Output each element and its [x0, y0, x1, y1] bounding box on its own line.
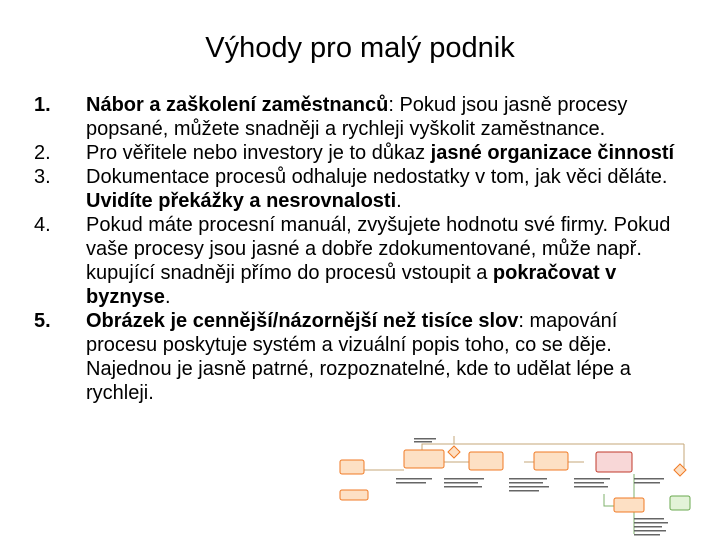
item-text	[86, 141, 694, 165]
list-item	[34, 213, 694, 309]
decision-node	[448, 446, 460, 458]
item-text-segment: Obrázek je cennější/názornější než tisíce slov	[86, 310, 519, 332]
process-step-node	[340, 490, 368, 500]
list-item	[34, 93, 694, 141]
item-text	[86, 309, 694, 405]
item-number: 1.	[34, 94, 51, 116]
item-text-segment: Nábor a zaškolení zaměstnanců	[86, 94, 389, 116]
item-text-segment: : mapování procesu poskytuje systém a vizuální popis toho, co se děje. Najednou je jasně patrné, rozpoznatelné, kde to udělat lépe a rychleji.	[86, 310, 631, 404]
item-number: 3.	[34, 166, 51, 188]
item-text-segment: Pokud máte procesní manuál, zvyšujete hodnotu své firmy. Pokud vaše procesy jsou jasné a dobře zdokumentované, může např. kupující snadněji přímo do procesů vstoupit a	[86, 214, 671, 284]
process-step-node	[534, 452, 568, 470]
slide-title: Výhody pro malý podnik	[205, 32, 515, 64]
process-step-node	[404, 450, 444, 468]
item-text-segment: pokračovat v byznyse	[86, 262, 617, 308]
benefits-list	[34, 93, 694, 405]
item-text-segment: : Pokud jsou jasně procesy popsané, můžete snadněji a rychleji vyškolit zaměstnance.	[86, 94, 628, 140]
item-text	[86, 213, 694, 309]
item-text	[86, 165, 694, 213]
item-text-segment: Pro věřitele nebo investory je to důkaz	[86, 142, 431, 164]
item-text-segment: Uvidíte překážky a nesrovnalosti	[86, 190, 397, 212]
process-map-drawing	[334, 432, 696, 540]
process-step-node	[614, 498, 644, 512]
item-text-segment: Dokumentace procesů odhaluje nedostatky v tom, jak věci děláte.	[86, 166, 668, 188]
item-text-segment: jasné organizace činností	[430, 142, 675, 164]
item-number: 4.	[34, 214, 51, 236]
process-step-node	[670, 496, 690, 510]
list-item	[34, 165, 694, 213]
process-step-node	[340, 460, 364, 474]
item-text-segment: .	[396, 190, 402, 212]
list-item	[34, 141, 694, 165]
item-number: 2.	[34, 142, 51, 164]
process-map-image	[334, 432, 696, 540]
item-number: 5.	[34, 310, 51, 332]
process-step-node	[469, 452, 503, 470]
process-step-node	[596, 452, 632, 472]
list-item	[34, 309, 694, 405]
item-text-segment: .	[164, 286, 171, 308]
item-text	[86, 93, 694, 141]
